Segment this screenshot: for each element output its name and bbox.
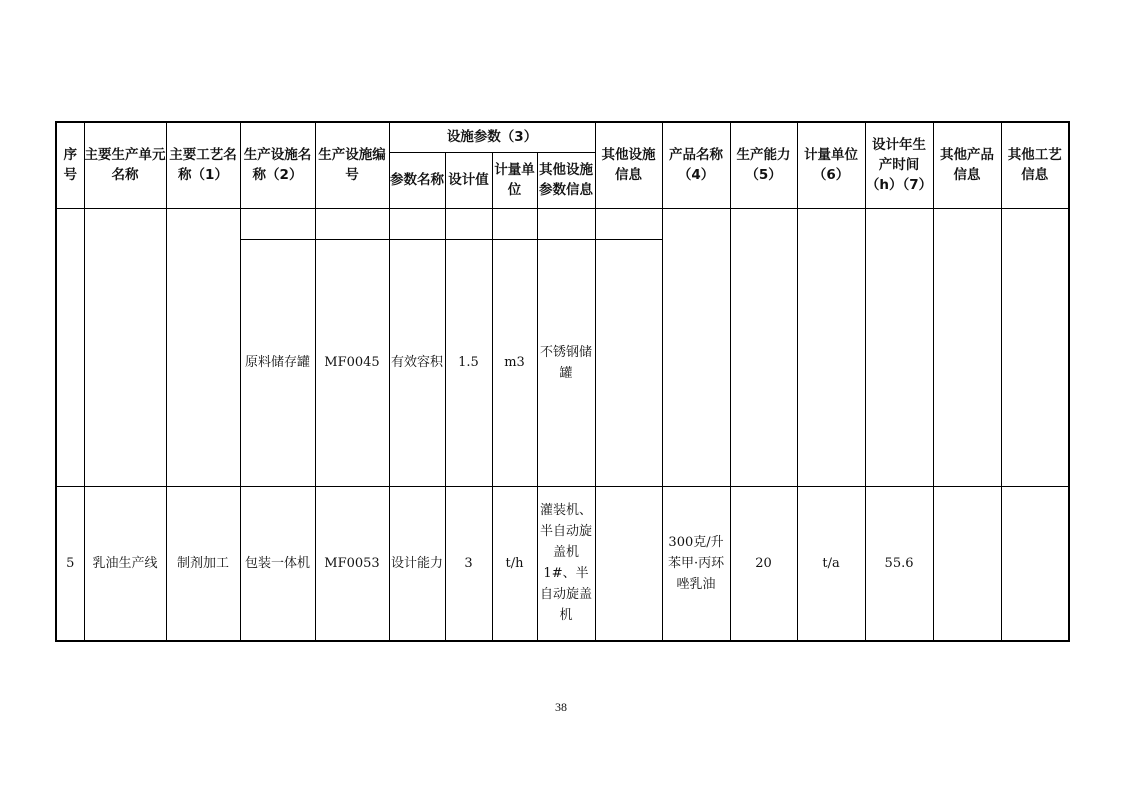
seq-cell: 5: [56, 486, 84, 641]
header-facility-code: 生产设施编号: [315, 122, 389, 208]
table-row-empty: [56, 208, 1069, 239]
measure-unit-cell: m3: [492, 239, 537, 486]
process-cell: [166, 208, 240, 486]
capacity-cell: 20: [730, 486, 797, 641]
other-product-info-cell: [933, 208, 1001, 486]
design-hours-cell: 55.6: [865, 486, 933, 641]
facility-name-cell: 包装一体机: [240, 486, 315, 641]
capacity-unit-cell: t/a: [797, 486, 865, 641]
header-design-value: 设计值: [445, 152, 492, 208]
header-design-hours: 设计年生产时间（h）（7）: [865, 122, 933, 208]
other-product-info-cell: [933, 486, 1001, 641]
other-facility-info-cell: [595, 486, 662, 641]
other-param-info-cell: 灌装机、半自动旋盖机1#、半自动旋盖机: [537, 486, 595, 641]
other-param-info-cell: 不锈钢储罐: [537, 239, 595, 486]
other-process-info-cell: [1001, 208, 1069, 486]
seq-cell: [56, 208, 84, 486]
facility-code-cell: MF0053: [315, 486, 389, 641]
header-product-name: 产品名称（4）: [662, 122, 730, 208]
capacity-cell: [730, 208, 797, 486]
other-param-info-cell: [537, 208, 595, 239]
product-name-cell: [662, 208, 730, 486]
header-capacity-unit: 计量单位（6）: [797, 122, 865, 208]
param-name-cell: 设计能力: [389, 486, 445, 641]
header-facility-params: 设施参数（3）: [389, 122, 595, 152]
facility-code-cell: MF0045: [315, 239, 389, 486]
other-facility-info-cell: [595, 208, 662, 239]
unit-cell: 乳油生产线: [84, 486, 166, 641]
param-name-cell: [389, 208, 445, 239]
facility-name-cell: [240, 208, 315, 239]
header-other-facility-info: 其他设施信息: [595, 122, 662, 208]
product-name-cell: 300克/升苯甲·丙环唑乳油: [662, 486, 730, 641]
unit-cell: [84, 208, 166, 486]
page-number: 38: [555, 700, 567, 714]
design-hours-cell: [865, 208, 933, 486]
header-process-name: 主要工艺名称（1）: [166, 122, 240, 208]
header-seq: 序号: [56, 122, 84, 208]
measure-unit-cell: t/h: [492, 486, 537, 641]
header-other-param-info: 其他设施参数信息: [537, 152, 595, 208]
table-row: [56, 486, 1069, 641]
header-capacity: 生产能力（5）: [730, 122, 797, 208]
header-unit-name: 主要生产单元名称: [84, 122, 166, 208]
facility-permit-table: [55, 121, 1070, 642]
design-value-cell: 1.5: [445, 239, 492, 486]
header-other-product-info: 其他产品信息: [933, 122, 1001, 208]
param-name-cell: 有效容积: [389, 239, 445, 486]
design-value-cell: 3: [445, 486, 492, 641]
other-facility-info-cell: [595, 239, 662, 486]
facility-name-cell: 原料储存罐: [240, 239, 315, 486]
capacity-unit-cell: [797, 208, 865, 486]
process-cell: 制剂加工: [166, 486, 240, 641]
design-value-cell: [445, 208, 492, 239]
header-measure-unit: 计量单位: [492, 152, 537, 208]
measure-unit-cell: [492, 208, 537, 239]
header-param-name: 参数名称: [389, 152, 445, 208]
facility-code-cell: [315, 208, 389, 239]
header-other-process-info: 其他工艺信息: [1001, 122, 1069, 208]
header-facility-name: 生产设施名称（2）: [240, 122, 315, 208]
other-process-info-cell: [1001, 486, 1069, 641]
